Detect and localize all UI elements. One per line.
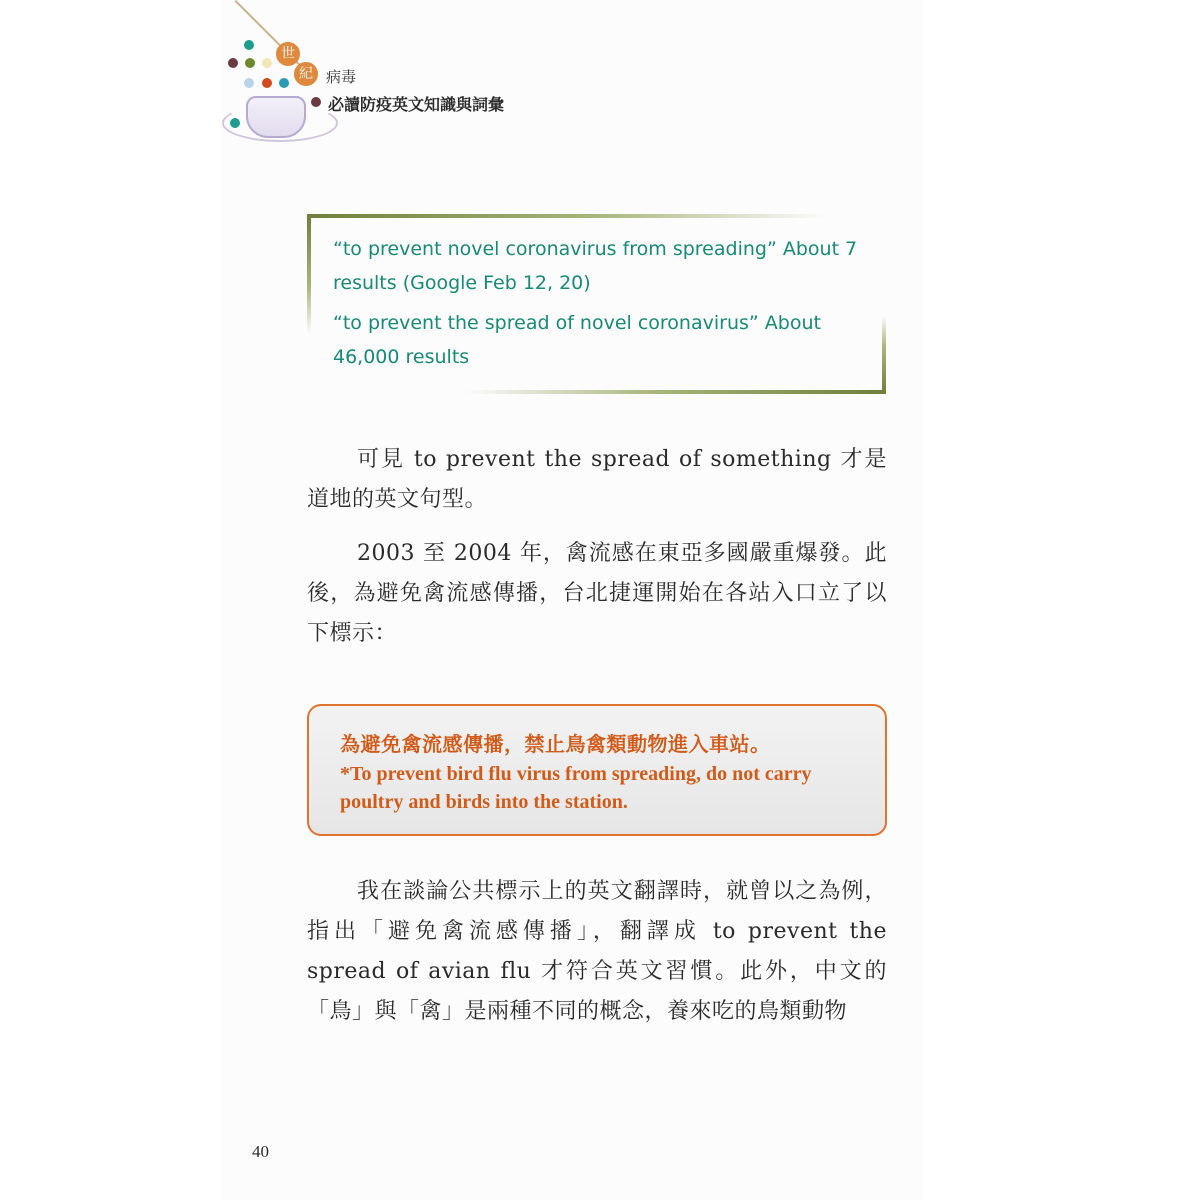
decor-dot (279, 78, 289, 88)
body-paragraph: 我在談論公共標示上的英文翻譯時，就曾以之為例，指出「避免禽流感傳播」，翻譯成 to prevent the spread of avian flu 才符合英文習慣。此外，中文的「鳥」與「禽」是兩種不同的概念，養來吃的鳥類動物 (307, 879, 887, 1024)
sign-chinese-text: 為避免禽流感傳播，禁止鳥禽類動物進入車站。 (340, 732, 771, 756)
header-subtitle: 病毒 (326, 68, 357, 86)
mrt-sign-box (307, 704, 887, 836)
frame-edge (466, 390, 886, 394)
frame-edge (307, 214, 827, 218)
header-circle-char: 紀 (294, 62, 318, 86)
face-mask-illustration (246, 96, 306, 138)
sign-english-text: *To prevent bird flu virus from spreading, do not carry poultry and birds into the station. (340, 763, 812, 813)
body-paragraph: 可見 to prevent the spread of something 才是道地的英文句型。 (307, 447, 887, 512)
search-results-box (307, 214, 886, 394)
search-result-line: “to prevent novel coronavirus from spreading” About 7 results (Google Feb 12, 20) (333, 238, 858, 294)
frame-edge (882, 316, 886, 394)
decor-dot (262, 58, 272, 68)
frame-edge (307, 214, 311, 334)
body-paragraph: 2003 至 2004 年，禽流感在東亞多國嚴重爆發。此後，為避免禽流感傳播，台北捷運開始在各站入口立了以下標示： (307, 541, 887, 646)
search-result-line: “to prevent the spread of novel coronavirus” About 46,000 results (333, 312, 821, 368)
decor-dot (245, 58, 255, 68)
page-number: 40 (252, 1142, 269, 1161)
decor-dot (262, 78, 272, 88)
decor-dot (244, 40, 254, 50)
decor-dot (228, 58, 238, 68)
decor-dot (244, 78, 254, 88)
decor-dot (311, 97, 321, 107)
header-circle-char: 世 (276, 42, 300, 66)
header-title: 必讀防疫英文知識與詞彙 (328, 95, 505, 114)
